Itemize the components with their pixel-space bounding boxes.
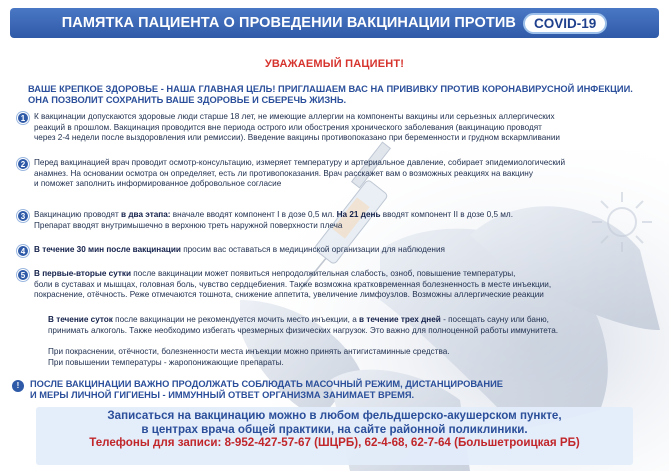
memo-item-line: через 2-4 недели после выздоровления или ремиссии). Введение вакцины противопоказано при беременности и грудном вскармливании [34,133,560,143]
emphasis-text: в течение трех дней [359,315,441,324]
memo-item-line [34,269,624,280]
covid-badge: COVID-19 [523,13,607,34]
memo-item-line: боли в суставах и мышцах, головная боль, чувство сердцебиения. Также возможна кратковременная болезненность в месте инъекции, [34,279,552,289]
memo-item-3 [20,210,624,231]
text-segment: вначале вводят компонент I в дозе 0,5 мл. [170,210,337,219]
phones-label: Телефоны для записи: [89,436,222,449]
memo-item-line: Препарат вводят внутримышечно в верхнюю треть наружной поверхности плеча [34,220,343,230]
emphasis-text: На 21 день [336,210,381,219]
phones-value: 8-952-427-57-67 (ШЦРБ), 62-4-68, 62-7-64 (Большетроицкая РБ) [221,436,580,449]
text-segment: вводят компонент II в дозе 0,5 мл. [380,210,513,219]
emphasis-text: В первые-вторые сутки [34,269,131,278]
number-badge: 5 [17,269,29,281]
memo-item-line: реакций в прошлом. Вакцинация проводится вне периода острого или обострения хронического заболевания (вакцинацию проводят [34,122,542,132]
note-line: При покраснении, отёчности, болезненности места инъекции можно принять антигистаминные средства. [48,347,450,356]
registration-footer [36,407,633,465]
warning-line: ПОСЛЕ ВАКЦИНАЦИИ ВАЖНО ПРОДОЛЖАТЬ СОБЛЮДАТЬ МАСОЧНЫЙ РЕЖИМ, ДИСТАНЦИРОВАНИЕ [30,379,503,389]
safety-warning [16,379,640,401]
memo-item-1 [20,112,624,144]
memo-item-line: анамнез. На основании осмотра он определяет, есть ли противопоказания. Врач расскажет вам о возможных реакциях на вакцину [34,168,533,178]
memo-item-line [34,210,624,221]
number-badge: 2 [17,158,29,170]
number-badge: 3 [17,210,29,222]
footer-line: в центрах врача общей практики, на сайте районной поликлиники. [141,422,528,436]
memo-item-5 [20,269,624,301]
page-title: ПАМЯТКА ПАЦИЕНТА О ПРОВЕДЕНИИ ВАКЦИНАЦИИ ПРОТИВ [61,15,516,31]
footer-line: Записаться на вакцинацию можно в любом фельдшерско-акушерском пункте, [107,409,562,422]
number-badge: 1 [17,112,29,124]
intro-line: ВАШЕ КРЕПКОЕ ЗДОРОВЬЕ - НАША ГЛАВНАЯ ЦЕЛЬ! ПРИГЛАШАЕМ ВАС НА ПРИВИВКУ ПРОТИВ КОРОНАВИРУСНОЙ ИНФЕКЦИИ. [28,84,633,94]
info-icon: ! [12,380,24,392]
memo-item-line: Перед вакцинацией врач проводит осмотр-консультацию, измеряет температуру и артериальное давление, собирает эпидемиологический [34,158,566,167]
emphasis-text: в два этапа: [121,210,171,219]
memo-item-line: покраснение, отёчность. Реже отмечаются тошнота, снижение аппетита, увеличение лимфоузлов. Возможны аллергические реакции [34,290,544,300]
memo-item-4 [20,245,624,256]
salutation: УВАЖАЕМЫЙ ПАЦИЕНТ! [264,58,405,70]
intro-text [28,84,638,106]
note-line: При повышении температуры - жаропонижающие препараты. [48,357,284,367]
emphasis-text: В течение 30 мин после вакцинации [34,245,181,254]
phone-numbers [36,436,633,450]
text-segment: после вакцинации не рекомендуется мочить место инъекции, а [112,315,360,324]
text-segment: Вакцинацию проводят [34,210,122,219]
text-segment: просим вас оставаться в медицинской организации для наблюдения [180,245,445,254]
text-segment: - посещать сауну или баню, [440,315,549,324]
text-segment: после вакцинации может появиться непродолжительная слабость, озноб, повышение температуры, [131,269,516,278]
memo-item-line: и поможет заполнить информированное добровольное согласие [34,179,282,189]
note-line [48,315,638,326]
memo-item-line: К вакцинации допускаются здоровые люди старше 18 лет, не имеющие аллергии на компоненты вакцины или серьезных аллергических [34,112,555,121]
intro-line: ОНА ПОЗВОЛИТ СОХРАНИТЬ ВАШЕ ЗДОРОВЬЕ И СБЕРЕЧЬ ЖИЗНЬ. [28,95,347,105]
note-line: принимать алкоголь. Также необходимо избегать чрезмерных физических нагрузок. Это важно для полноценной работы иммунитета. [48,325,559,335]
memo-item-line [34,245,624,256]
number-badge: 4 [17,245,29,257]
medication-note [48,347,638,368]
header-bar [10,8,659,38]
emphasis-text: В течение суток [48,315,113,324]
aftercare-note [48,315,638,336]
memo-item-2 [20,158,624,190]
warning-line: И МЕРЫ ЛИЧНОЙ ГИГИЕНЫ - ИММУННЫЙ ОТВЕТ ОРГАНИЗМА ЗАНИМАЕТ ВРЕМЯ. [30,390,415,400]
